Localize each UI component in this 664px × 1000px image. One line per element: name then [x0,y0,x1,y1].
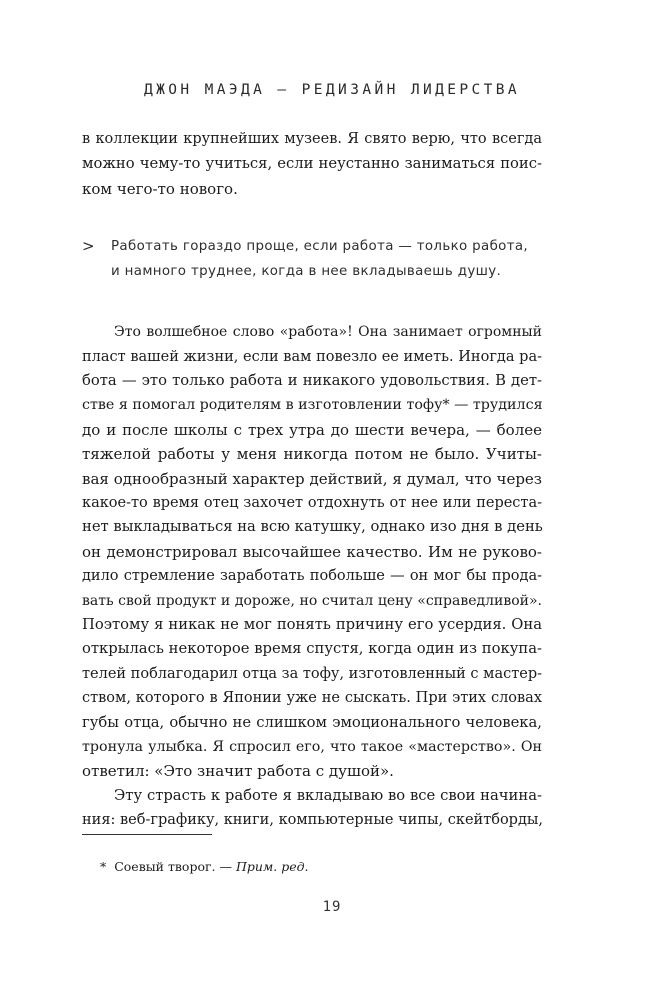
text-line: ответил: «Это значит работа с душой». [82,762,394,780]
text-line: вать свой продукт и дороже, но считал цену «справедливой». [82,593,542,609]
text-line: телей поблагодарил отца за тофу, изготовленный с мастер- [82,666,542,682]
text-line: Эту страсть к работе я вкладываю во все свои начина- [114,787,542,804]
text-line: открылась некоторое время спустя, когда один из покупа- [82,640,542,657]
text-line: вая однообразный характер действий, я думал, что через [82,470,542,488]
footnote-mark: * [100,859,107,874]
text-line: Поэтому я никак не мог понять причину его усердия. Она [82,616,542,633]
footnote-text: Соевый творог. — [114,859,232,874]
pull-quote-line: Работать гораздо проще, если работа — только работа, [111,239,529,254]
text-line: до и после школы с трех утра до шести вечера, — более [82,421,542,439]
text-line: он демонстрировал высочайшее качество. Им не руково- [82,543,542,561]
text-line: тронула улыбка. Я спросил его, что такое «мастерство». Он [82,739,542,755]
text-line: нет выкладываться на всю катушку, однако изо дня в день [82,518,543,535]
text-line: ния: веб-графику, книги, компьютерные чипы, скейтборды, [82,812,544,828]
text-line: бота — это только работа и никакого удовольствия. В дет- [82,372,542,389]
text-line: стве я помогал родителям в изготовлении тофу* — трудился [82,397,543,413]
text-line: какое-то время отец захочет отдохнуть от нее или переста- [82,495,542,511]
text-line: ством, которого в Японии уже не сыскать. При этих словах [82,690,542,706]
footnote-editor-note: Прим. ред. [235,859,309,874]
text-line: ком чего-то нового. [82,180,238,198]
footnote [100,859,309,874]
footnote-divider [82,834,212,835]
page-number: 19 [322,899,342,915]
running-head: ДЖОН МАЭДА — РЕДИЗАЙН ЛИДЕРСТВА [143,82,521,98]
text-line: в коллекции крупнейших музеев. Я свято верю, что всегда [82,131,542,147]
text-line: дило стремление заработать побольше — он мог бы прода- [82,568,542,584]
text-line: тяжелой работы у меня никогда потом не было. Учиты- [82,445,542,463]
text-line: губы отца, обычно не слишком эмоционального человека, [82,714,542,731]
text-line: Это волшебное слово «работа»! Она занимает огромный [114,324,542,340]
pull-quote-marker: > [82,237,95,255]
text-line: пласт вашей жизни, если вам повезло ее иметь. Иногда ра- [82,349,542,365]
pull-quote-line: и намного труднее, когда в нее вкладываешь душу. [111,264,502,279]
text-line: можно чему-то учиться, если неустанно заниматься поис- [82,155,542,172]
